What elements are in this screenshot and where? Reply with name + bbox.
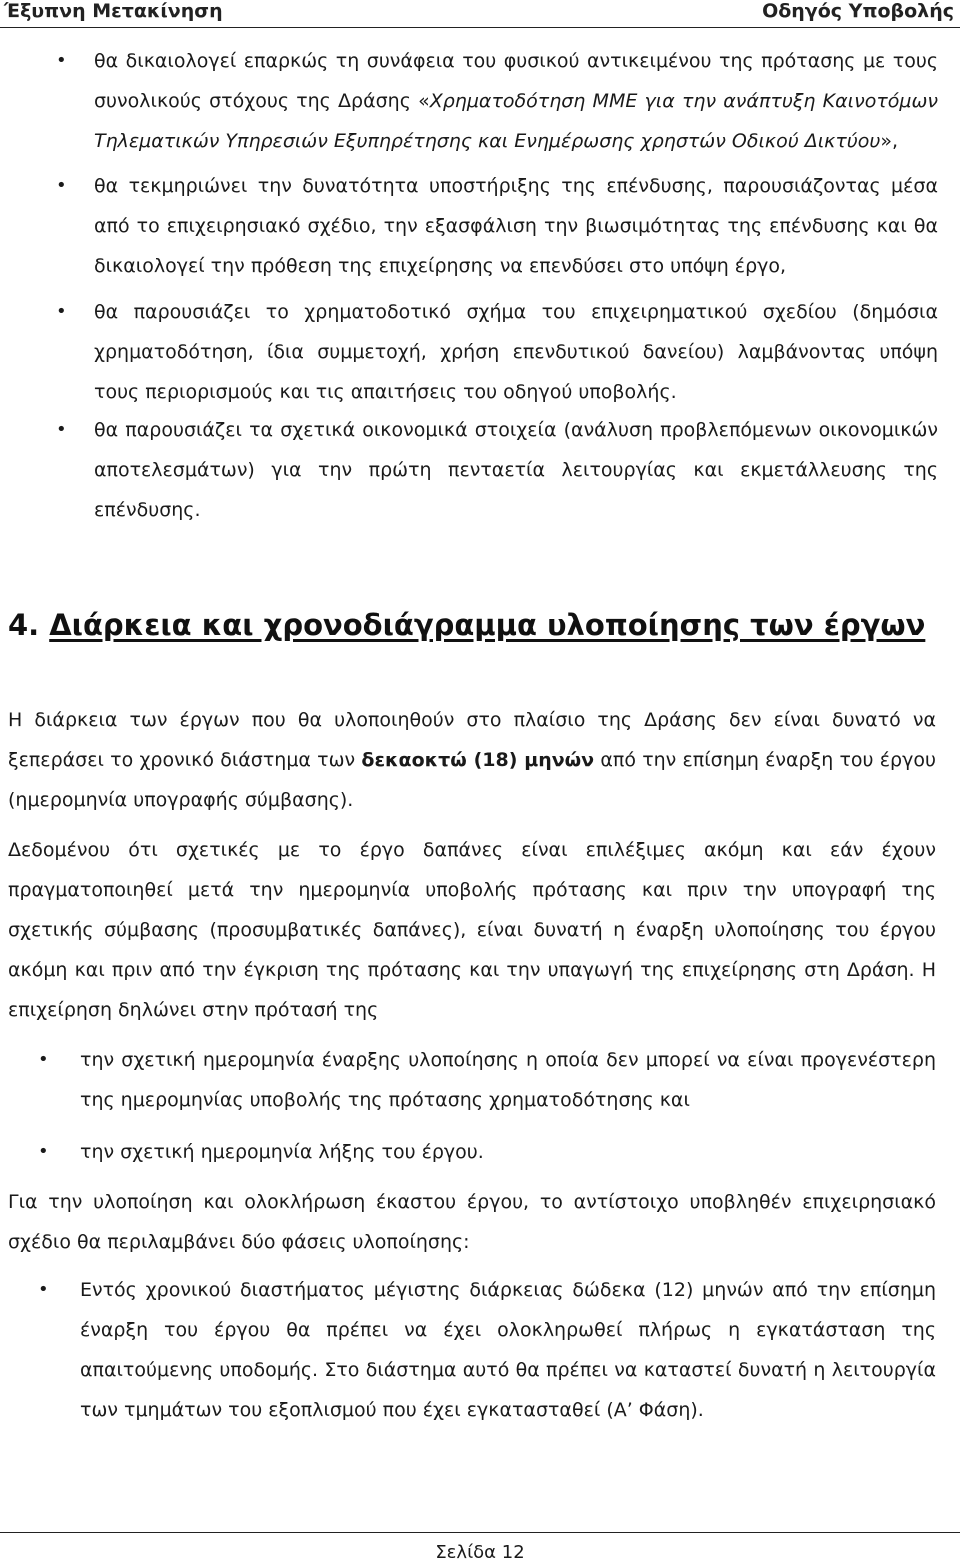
section-title: Διάρκεια και χρονοδιάγραμμα υλοποίησης των έργων (49, 608, 926, 642)
header-right: Οδηγός Υποβολής (762, 0, 954, 22)
bullet-text: την σχετική ημερομηνία λήξης του έργου. (80, 1141, 484, 1163)
bullet-icon: • (56, 419, 67, 440)
paragraph: Για την υλοποίηση και ολοκλήρωση έκαστου έργου, το αντίστοιχο υποβληθέν επιχειρησιακό σχέδιο θα περιλαμβάνει δύο φάσεις υλοποίησης: (8, 1191, 936, 1253)
bullet-text: θα δικαιολογεί επαρκώς τη συνάφεια του φυσικού αντικειμένου της πρότασης με τους συνολικούς στόχους της Δράσης «Χρηματοδότηση ΜΜΕ για την ανάπτυξη Καινοτόμων Τηλεματικών Υπηρεσιών Εξυπηρέτησης και Ενημέρωσης χρηστών Οδικού Δικτύου», (94, 50, 938, 152)
bullet-text: Εντός χρονικού διαστήματος μέγιστης διάρκειας δώδεκα (12) μηνών από την επίσημη έναρξη του έργου θα πρέπει να έχει ολοκληρωθεί πλήρως η εγκατάσταση της απαιτούμενης υποδομής. Στο διάστημα αυτό θα πρέπει να καταστεί δυνατή η λειτουργία των τμημάτων του εξοπλισμού που έχει εγκατασταθεί (Α’ Φάση). (80, 1279, 936, 1421)
list-item (42, 292, 938, 412)
list-item (8, 1040, 936, 1120)
header-left: Έξυπνη Μετακίνηση (4, 0, 223, 22)
list-item (42, 410, 938, 530)
page-number: Σελίδα 12 (435, 1542, 525, 1563)
duration-emphasis: δεκαοκτώ (18) μηνών (361, 749, 595, 771)
page-header (0, 0, 960, 28)
bullet-icon: • (38, 1279, 49, 1300)
bullet-icon: • (56, 301, 67, 322)
list-item (42, 166, 938, 286)
bullet-text: θα τεκμηριώνει την δυνατότητα υποστήριξης της επένδυσης, παρουσιάζοντας μέσα από το επιχειρησιακό σχέδιο, την εξασφάλιση την βιωσιμότητας της επένδυσης και θα δικαιολογεί την πρόθεση της επιχείρησης να επενδύσει στο υπόψη έργο, (94, 175, 938, 277)
bullet-text: την σχετική ημερομηνία έναρξης υλοποίησης η οποία δεν μπορεί να είναι προγενέστερη της ημερομηνίας υποβολής της πρότασης χρηματοδότησης και (80, 1049, 936, 1111)
bullet-icon: • (56, 175, 67, 196)
bullet-text: θα παρουσιάζει τα σχετικά οικονομικά στοιχεία (ανάλυση προβλεπόμενων οικονομικών αποτελεσμάτων) για την πρώτη πενταετία λειτουργίας και εκμετάλλευσης της επένδυσης. (94, 419, 938, 521)
bullet-icon: • (56, 50, 67, 71)
paragraph: Η διάρκεια των έργων που θα υλοποιηθούν στο πλαίσιο της Δράσης δεν είναι δυνατό να ξεπεράσει το χρονικό διάστημα των δεκαοκτώ (18) μηνών από την επίσημη έναρξη του έργου (ημερομηνία υπογραφής σύμβασης). (8, 709, 936, 811)
paragraph: Δεδομένου ότι σχετικές με το έργο δαπάνες είναι επιλέξιμες ακόμη και εάν έχουν πραγματοποιηθεί μετά την ημερομηνία υποβολής πρότασης και πριν την υπογραφή της σχετικής σύμβασης (προσυμβατικές δαπάνες), είναι δυνατή η έναρξη υλοποίησης του έργου ακόμη και πριν από την έγκριση της πρότασης και την υπαγωγή της επιχείρησης στη Δράση. Η επιχείρηση δηλώνει στην πρότασή της (8, 839, 936, 1021)
list-item (8, 1132, 936, 1172)
list-item (8, 1270, 936, 1430)
bullet-icon: • (38, 1141, 49, 1162)
section-heading (8, 608, 925, 642)
bullet-icon: • (38, 1049, 49, 1070)
footer-divider (0, 1532, 960, 1533)
action-name: Χρηματοδότηση ΜΜΕ για την ανάπτυξη Καινοτόμων Τηλεματικών Υπηρεσιών Εξυπηρέτησης και Ενημέρωσης χρηστών Οδικού Δικτύου (94, 90, 938, 152)
list-item (42, 41, 938, 161)
section-number: 4. (8, 608, 40, 642)
bullet-text: θα παρουσιάζει το χρηματοδοτικό σχήμα του επιχειρηματικού σχεδίου (δημόσια χρηματοδότηση, ίδια συμμετοχή, χρήση επενδυτικού δανείου) λαμβάνοντας υπόψη τους περιορισμούς και τις απαιτήσεις του οδηγού υποβολής. (94, 301, 938, 403)
